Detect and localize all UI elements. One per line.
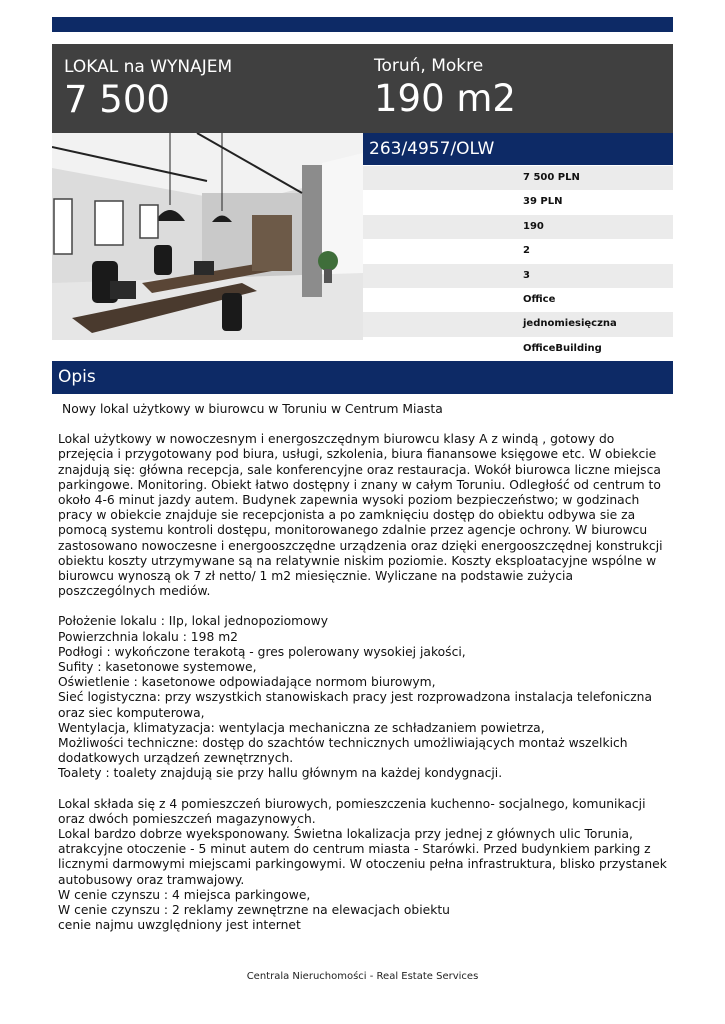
- param-type: Office: [363, 288, 673, 312]
- parameters-table: [363, 166, 673, 361]
- param-building: OfficeBuilding: [363, 337, 673, 361]
- description-lead: Nowy lokal użytkowy w biurowcu w Toruniu w Centrum Miasta: [62, 402, 443, 416]
- param-rooms: 3: [363, 264, 673, 288]
- office-interior-photo: [52, 133, 363, 340]
- param-price: 7 500 PLN: [363, 166, 673, 190]
- header-offer: [64, 56, 232, 121]
- description-heading: Opis: [52, 361, 673, 394]
- description-body: [58, 402, 670, 949]
- listing-header: [52, 44, 673, 133]
- area: 190 m2: [374, 77, 516, 120]
- offer-price: 7 500: [64, 78, 170, 121]
- top-accent-bar: [52, 17, 673, 32]
- description-paragraph: Położenie lokalu : IIp, lokal jednopoziomowy Powierzchnia lokalu : 198 m2 Podłogi : wykończone terakotą - gres polerowany wysokiej jakości, Sufity : kasetonowe systemowe, Oświetlenie : kasetonowe odpowiadające normom biurowym, Sieć logistyczna: przy wszystkich stanowiskach pracy jest rozprowadzona instalacja telefoniczna oraz siec komputerowa, Wentylacja, klimatyzacja: wentylacja mechaniczna ze schładzaniem powietrza, Możliwości techniczne: dostęp do szachtów technicznych umożliwiających montaż wszelkich dodatkowych urządzeń zewnętrznych. Toalety : toalety znajdują sie przy hallu głównym na każdej kondygnacji.: [58, 614, 652, 781]
- offer-type: LOKAL na WYNAJEM: [64, 57, 233, 77]
- param-area: 190: [363, 215, 673, 239]
- description-paragraph: Lokal składa się z 4 pomieszczeń biurowych, pomieszczenia kuchenno- socjalnego, komunikacji oraz dwóch pomieszczeń magazynowych. Lokal bardzo dobrze wyeksponowany. Świetna lokalizacja przy jednej z głównych ulic Torunia, atrakcyjne otoczenie - 5 minut autem do centrum miasta - Starówki. Przed budynkiem parking z licznymi darmowymi miejscami parkingowymi. W otoczeniu pełna infrastruktura, blisko przystanek autobusowy oraz tramwajowy. W cenie czynszu : 4 miejsca parkingowe, W cenie czynszu : 2 reklamy zewnętrzne na elewacjach obiektu cenie najmu uwzględniony jest internet: [58, 796, 667, 933]
- param-deposit: jednomiesięczna: [363, 312, 673, 336]
- param-price-per-m2: 39 PLN: [363, 190, 673, 214]
- description-paragraph: Lokal użytkowy w nowoczesnym i energoszczędnym biurowcu klasy A z windą , gotowy do przejęcia i przygotowany pod biura, usługi, szkolenia, biura fianansowe księgowe etc. W obiekcie znajdują się: główna recepcja, sale konferencyjne oraz restauracja. Wokół biurowca liczne miejsca parkingowe. Monitoring. Obiekt łatwo dostępny i znany w całym Toruniu. Odległość od centrum to około 4-6 minut jazdy autem. Budynek zapewnia wysoki poziom bezpieczeństwo; w godzinach pracy w obiekcie znajduje sie recepcjonista a po zamknięciu dostęp do obiektu odbywa sie za pomocą systemu kontroli dostępu, monitorowanego zdalnie przez agencje ochrony. W biurowcu zastosowano nowoczesne i energooszczędne urządzenia oraz dzięki energooszczędnej konstrukcji obiektu koszty utrzymywane są na relatywnie niskim poziomie. Koszty eksploatacyjne wspólne w biurowcu wynoszą ok 7 zł netto/ 1 m2 miesięcznie. Wyliczane na podstawie zużycia poszczególnych mediów.: [58, 432, 663, 599]
- header-location: [374, 55, 516, 120]
- footer: Centrala Nieruchomości - Real Estate Services: [246, 971, 479, 982]
- param-floor: 2: [363, 239, 673, 263]
- location: Toruń, Mokre: [374, 56, 484, 76]
- listing-reference: 263/4957/OLW: [363, 133, 673, 165]
